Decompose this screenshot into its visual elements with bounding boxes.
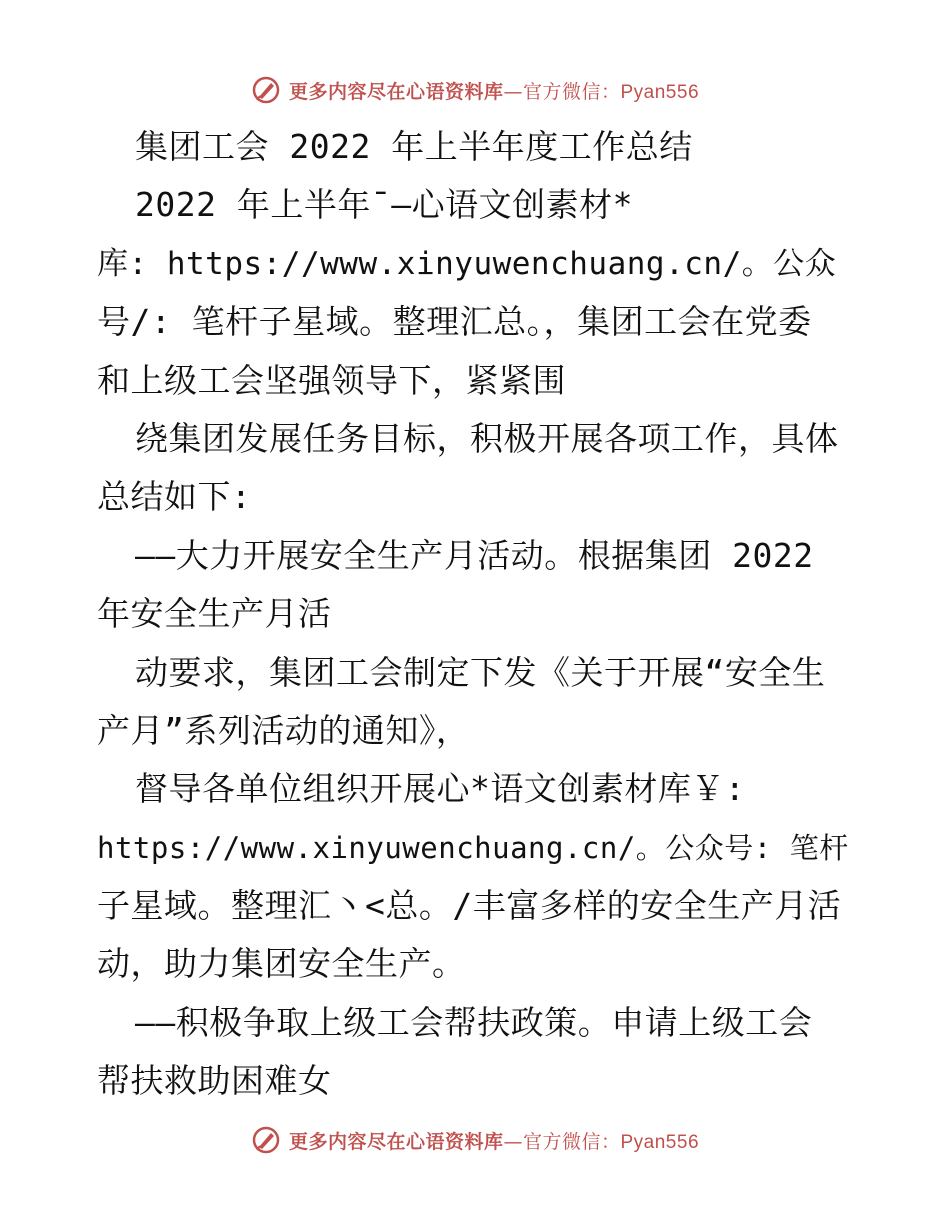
text-line: 总结如下: (97, 477, 252, 517)
text-line: 帮扶救助困难女 (97, 1061, 332, 1101)
watermark-dash: — (503, 1130, 523, 1153)
text-line: 库: https://www.xinyuwenchuang.cn/。公众 (97, 245, 837, 282)
watermark-text (289, 77, 699, 104)
text-line: https://www.xinyuwenchuang.cn/。公众号: 笔杆 (97, 830, 849, 865)
text-line: 动，助力集团安全生产。 (97, 944, 466, 984)
text-line: 号/: 笔杆子星域。整理汇总。，集团工会在党委 (97, 302, 812, 342)
text-line: 2022 年上半年¯—心语文创素材* (135, 185, 633, 225)
watermark-id: Pyan556 (620, 81, 700, 103)
watermark-main: 更多内容尽在心语资料库 (288, 1130, 504, 1153)
header-watermark (0, 70, 950, 110)
document-body (97, 118, 857, 1111)
quill-logo-icon (251, 75, 281, 105)
watermark-id: Pyan556 (620, 1131, 700, 1153)
text-line: 产月”系列活动的通知》， (97, 710, 470, 750)
text-line: 年安全生产月活 (97, 594, 332, 634)
document-title: 集团工会 2022 年上半年度工作总结 (135, 127, 693, 166)
text-line: ——积极争取上级工会帮扶政策。申请上级工会 (135, 1002, 813, 1042)
text-line: 和上级工会坚强领导下，紧紧围 (97, 360, 566, 400)
quill-logo-icon (251, 1125, 281, 1155)
footer-watermark (0, 1120, 950, 1160)
watermark-dash: — (503, 80, 523, 103)
watermark-sub: 官方微信： (522, 1130, 621, 1153)
text-line: ——大力开展安全生产月活动。根据集团 2022 (135, 535, 814, 575)
text-line: 动要求，集团工会制定下发《关于开展“安全生 (135, 652, 826, 692)
watermark-sub: 官方微信： (522, 80, 621, 103)
text-line: 子星域。整理汇丶<总。/丰富多样的安全生产月活 (97, 886, 842, 926)
watermark-text (289, 1127, 699, 1154)
text-line: 督导各单位组织开展心*语文创素材库￥: (135, 769, 746, 809)
watermark-main: 更多内容尽在心语资料库 (288, 80, 504, 103)
text-line: 绕集团发展任务目标，积极开展各项工作，具体 (135, 418, 839, 458)
